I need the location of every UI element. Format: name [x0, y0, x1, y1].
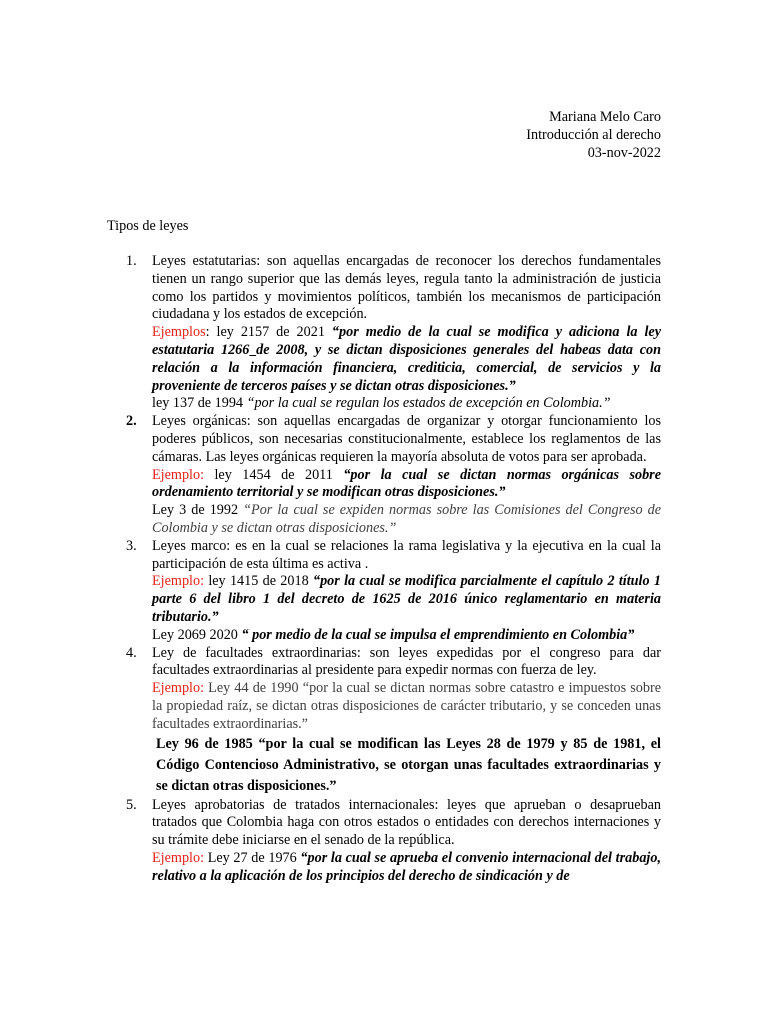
item-description: Ley de facultades extraordinarias: son leyes expedidas por el congreso para dar facultades extraordinarias al presidente para expedir normas con fuerza de ley.	[152, 644, 661, 679]
second-law-number: ley 137 de 1994	[152, 395, 247, 412]
example-paragraph	[152, 324, 661, 395]
list-item-framework-laws	[107, 538, 661, 645]
second-law-title: “ por medio de la cual se impulsa el emprendimiento en Colombia”	[241, 626, 635, 643]
course-name: Introducción al derecho	[526, 127, 661, 143]
example-paragraph	[152, 573, 661, 626]
example-law-number: : ley 2157 de 2021	[205, 324, 332, 341]
list-number: 1.	[126, 253, 137, 269]
list-item-extraordinary-powers-laws	[107, 645, 661, 797]
list-item-organic-laws	[107, 413, 661, 538]
item-description: Leyes aprobatorias de tratados internacionales: leyes que aprueban o desaprueban tratados que Colombia haga con otros estados o entidades con derechos internaciones y su trámite debe iniciarse en el senado de la república.	[152, 796, 661, 849]
second-law-title: “Por la cual se expiden normas sobre las Comisiones del Congreso de Colombia y se dictan otras disposiciones.”	[152, 502, 662, 536]
example-paragraph	[152, 467, 661, 503]
item-description: Leyes marco: es en la cual se relaciones la rama legislativa y la ejecutiva en la cual la participación de esta última es activa .	[152, 537, 661, 572]
example-law-title: “por la cual se dictan normas orgánicas sobre ordenamiento territorial y se modifican otras disposiciones.”	[152, 466, 661, 501]
document-date: 03-nov-2022	[587, 145, 661, 161]
example-label: Ejemplo:	[152, 573, 205, 590]
second-example-paragraph	[152, 502, 661, 538]
example-law-title: “por la cual se modifica parcialmente el capítulo 2 título 1 parte 6 del libro 1 del decreto de 1625 de 2016 único reglamentario en materia tributario.”	[152, 573, 661, 625]
second-example-paragraph: Ley 96 de 1985 “por la cual se modifican las Leyes 28 de 1979 y 85 de 1981, el Código Contencioso Administrativo, se otorgan unas facultades extraordinarias y se dictan otras disposiciones.”	[156, 735, 661, 794]
example-law-text: Ley 44 de 1990 “por la cual se dictan normas sobre catastro e impuestos sobre la propiedad raíz, se dictan otras disposiciones de carácter tributario, y se conceden unas facultades extraordinarias.”	[152, 680, 661, 732]
list-number: 2.	[126, 413, 137, 430]
document-header	[526, 108, 661, 162]
law-types-list	[107, 253, 661, 886]
example-paragraph	[152, 850, 661, 886]
section-title: Tipos de leyes	[107, 218, 189, 234]
example-law-title: “por la cual se aprueba el convenio internacional del trabajo, relativo a la aplicación de los principios del derecho de sindicación y de	[152, 849, 662, 884]
example-paragraph	[152, 680, 661, 733]
second-law-number: Ley 2069 2020	[152, 626, 242, 643]
second-example-paragraph	[152, 627, 661, 645]
example-law-title-part: de 2008, y se dictan disposiciones generales del habeas data con relación a la información financiera, crediticia, comercial, de servicios y la proveniente de terceros países y se dictan otras disposiciones.”	[152, 341, 661, 394]
example-law-title-part: “por medio de la cual se modifica y adiciona la ley estatutaria 1266	[152, 324, 661, 358]
example-label: Ejemplo:	[152, 680, 205, 697]
example-label: Ejemplo:	[152, 849, 205, 866]
example-label: Ejemplos	[152, 324, 206, 341]
second-law-number: Ley 3 de 1992	[152, 502, 244, 519]
list-number: 4.	[126, 644, 137, 661]
example-label: Ejemplo:	[152, 466, 205, 483]
second-law-title: “por la cual se regulan los estados de excepción en Colombia.”	[246, 395, 611, 412]
list-item-statutory-laws	[107, 253, 661, 413]
list-number: 3.	[126, 537, 137, 554]
author-name: Mariana Melo Caro	[549, 109, 661, 125]
item-description: Leyes orgánicas: son aquellas encargadas de organizar y otorgar funcionamiento los poderes públicos, son necesarias constitucionalmente, establece los reglamentos de las cámaras. Las leyes orgánicas requieren la mayoría absoluta de votos para ser aprobada.	[152, 413, 661, 465]
example-law-number: ley 1415 de 2018	[204, 573, 313, 590]
example-law-number: Ley 27 de 1976	[204, 849, 301, 866]
list-number: 5.	[126, 796, 137, 813]
list-item-treaty-approval-laws	[107, 797, 661, 886]
item-description: Leyes estatutarias: son aquellas encargadas de reconocer los derechos fundamentales tienen un rango superior que las demás leyes, regula tanto la administración de justicia como los partidos y movimientos políticos, también los mecanismos de participación ciudadana y los estados de excepción.	[152, 253, 661, 323]
second-example-paragraph	[152, 395, 661, 413]
example-law-number: ley 1454 de 2011	[204, 466, 344, 483]
